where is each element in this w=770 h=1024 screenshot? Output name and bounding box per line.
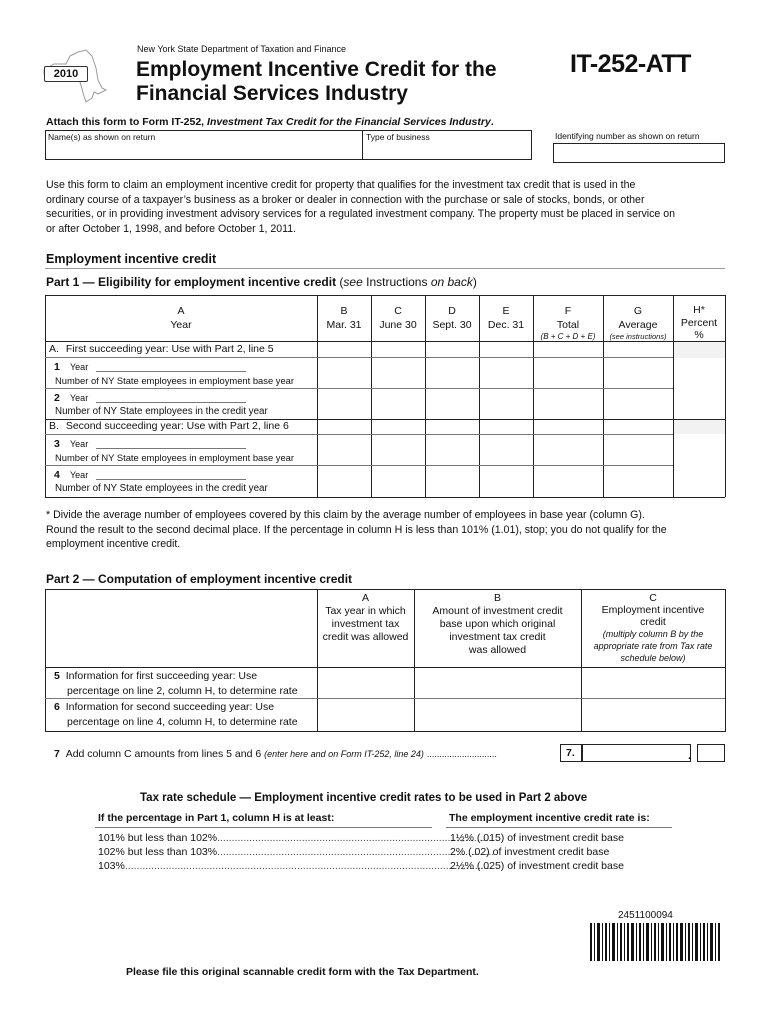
- tax-year: 2010: [53, 68, 79, 80]
- footer-note: Please file this original scannable credit form with the Tax Department.: [126, 966, 479, 978]
- p2-line7: [54, 748, 497, 760]
- part1-note-close: ): [472, 275, 477, 289]
- p1-row2-num: 2: [54, 392, 60, 404]
- p2-col-c-l3: (multiply column B by the: [602, 629, 704, 639]
- p2-line7-note: (enter here and on Form IT-252, line 24): [264, 749, 424, 759]
- p2-col-b-l3: investment tax credit: [449, 631, 546, 643]
- p1-col-b-label: Mar. 31: [326, 319, 362, 331]
- p1-sectionB-shade: [674, 420, 725, 434]
- p1-col-d-header: [425, 304, 479, 332]
- p1-col-c-label: June 30: [379, 319, 417, 331]
- part1-note-mid: Instructions: [362, 275, 431, 289]
- p1-sectionA: [49, 343, 274, 355]
- schedule-row3-left: 103%..............................................................................................................................: [98, 860, 493, 872]
- p2-col-c-l5: schedule below): [620, 653, 686, 663]
- id-number-field[interactable]: [553, 143, 725, 163]
- form-id: IT-252-ATT: [570, 50, 691, 78]
- p1-row3-desc: Number of NY State employees in employment base year: [55, 452, 295, 463]
- p2-line7-label-box: [560, 744, 582, 762]
- p1-col-e-header: [479, 304, 533, 332]
- schedule-rule-left: [95, 827, 432, 828]
- p2-line7-cents[interactable]: [697, 744, 725, 762]
- p1-col-f-letter: F: [564, 305, 572, 317]
- p1-footnote-line2: Round the result to the second decimal place. If the percentage in column H is less than 101% (1.01), stop; you do not qualify for the: [46, 523, 667, 536]
- schedule-row2-left: 102% but less than 103%...............................................................................................: [98, 846, 495, 858]
- p1-col-g-label: Average: [618, 319, 658, 331]
- p2-header-bottom: [45, 667, 725, 668]
- p1-row4-num: 4: [54, 469, 60, 481]
- p1-col-a-letter: A: [177, 305, 185, 317]
- p1-row4-year-input[interactable]: [96, 479, 246, 480]
- p2-line5-b: percentage on line 2, column H, to determine rate: [67, 684, 298, 697]
- p2-line5: [54, 669, 298, 698]
- p1-row2-year-input[interactable]: [96, 402, 246, 403]
- names-label: Name(s) as shown on return: [48, 132, 156, 142]
- p2-col-b-letter: B: [493, 592, 501, 604]
- p1-col-h-shade: [674, 342, 725, 358]
- p1-sectionA-bottom: [45, 357, 673, 358]
- p2-line6-b: percentage on line 4, column H, to determine rate: [67, 715, 298, 728]
- p2-right-border: [725, 589, 726, 732]
- part1-note-see: see: [343, 275, 363, 289]
- p1-top-rule: [45, 295, 725, 296]
- intro-paragraph: [46, 178, 736, 236]
- p1-row1-bottom: [45, 388, 673, 389]
- attach-prefix: Attach this form to Form IT-252,: [46, 116, 208, 128]
- part1-title: Part 1 — Eligibility for employment incentive credit: [46, 275, 337, 289]
- barcode-number: 2451100094: [618, 910, 673, 921]
- p1-col-e-letter: E: [502, 305, 510, 317]
- p2-line5-bottom: [45, 698, 725, 699]
- p2-line7-label: 7.: [566, 747, 575, 759]
- schedule-row3-right: 2½% (.025) of investment credit base: [450, 860, 624, 872]
- p1-col-h-label: Percent: [680, 316, 718, 329]
- p2-col-a-l2: investment tax: [331, 618, 400, 630]
- intro-line-2: ordinary course of a taxpayer’s business as a broker or dealer in connection with the purchase or sale of stocks, bonds, or other: [46, 193, 645, 206]
- p1-bottom-rule: [45, 497, 725, 498]
- p2-top-rule: [45, 589, 725, 590]
- p1-col-f-label: Total: [556, 319, 580, 331]
- p1-row1-desc: Number of NY State employees in employment base year: [55, 375, 295, 386]
- p1-col-g-sub: (see instructions): [609, 332, 667, 341]
- schedule-left-head: If the percentage in Part 1, column H is at least:: [98, 812, 335, 824]
- p2-col-b-header: [414, 592, 581, 657]
- p1-col-d-letter: D: [448, 305, 456, 317]
- p2-line6-num: 6: [54, 701, 60, 713]
- attach-suffix: .: [490, 116, 494, 128]
- p1-col-a-header: [45, 304, 317, 332]
- p1-col-e-label: Dec. 31: [487, 319, 525, 331]
- p2-col-a-header: [317, 592, 414, 644]
- schedule-row2-right: 2% (.02) of investment credit base: [450, 846, 610, 858]
- p2-col-c-l2: credit: [640, 616, 666, 628]
- schedule-row1-right: 1½% (.015) of investment credit base: [450, 832, 624, 844]
- p2-col-a-l1: Tax year in which: [325, 605, 406, 617]
- p2-col-c-l4: appropriate rate from Tax rate: [593, 641, 713, 651]
- schedule-rule-right: [446, 827, 672, 828]
- p1-col-h-header: [673, 304, 725, 342]
- p1-row3-year-input[interactable]: [96, 448, 246, 449]
- p1-footnote-line1: * Divide the average number of employees covered by this claim by the average number of employees in base year (column G).: [46, 509, 645, 521]
- schedule-row2-left-text: 102% but less than 103%: [98, 846, 218, 858]
- p1-footnote: [46, 508, 736, 552]
- p1-row3-year-label: Year: [70, 439, 89, 449]
- p2-col-c-l1: Employment incentive: [601, 604, 705, 616]
- p1-col-g-header: [603, 304, 673, 342]
- p2-col-b-l2: base upon which original: [439, 618, 556, 630]
- schedule-title: Tax rate schedule — Employment incentive credit rates to be used in Part 2 above: [140, 792, 588, 804]
- p2-col-c-header: [581, 592, 725, 664]
- p1-sectionA-letter: A.: [49, 343, 59, 355]
- p2-line6-a: Information for second succeeding year: Use: [65, 701, 275, 713]
- section-title: Employment incentive credit: [46, 252, 217, 266]
- p1-col-g-letter: G: [633, 305, 643, 317]
- p1-sectionB-text: Second succeeding year: Use with Part 2, line 6: [65, 420, 289, 432]
- id-number-label: Identifying number as shown on return: [555, 131, 700, 141]
- barcode-icon: [590, 923, 722, 961]
- p1-col-c-letter: C: [394, 305, 402, 317]
- agency-name: New York State Department of Taxation and Finance: [137, 44, 346, 54]
- p1-col-b-letter: B: [340, 305, 348, 317]
- p1-footnote-line3: employment incentive credit.: [46, 538, 181, 551]
- p2-line7-num: 7: [54, 748, 60, 760]
- part1-note-on-back: on back: [430, 275, 473, 289]
- p1-col-d-label: Sept. 30: [432, 319, 472, 331]
- intro-line-3: securities, or in providing investment advisory services for a regulated investment company. The property must be placed in service on: [46, 208, 676, 221]
- p1-sectionA-text: First succeeding year: Use with Part 2, line 5: [65, 343, 274, 355]
- p2-line5-a: Information for first succeeding year: Use: [65, 670, 258, 682]
- p2-line7-text: Add column C amounts from lines 5 and 6: [65, 748, 262, 760]
- p1-col-c-header: [371, 304, 425, 332]
- p1-col-f-sub: (B + C + D + E): [540, 332, 596, 341]
- p2-col-a-l3: credit was allowed: [322, 631, 409, 643]
- form-title-line1: Employment Incentive Credit for the: [136, 58, 497, 81]
- p1-sectionB-bottom: [45, 434, 673, 435]
- p1-col-h-sub: %: [694, 329, 704, 341]
- p1-col-f-header: [533, 304, 603, 342]
- p1-col-b-header: [317, 304, 371, 332]
- year-badge: [44, 66, 88, 82]
- p1-col-h-letter: H*: [693, 304, 705, 316]
- intro-line-4: or after October 1, 1998, and before October 1, 2011.: [46, 222, 297, 235]
- p1-row1-year-input[interactable]: [96, 371, 246, 372]
- part1-title-row: [46, 275, 477, 289]
- schedule-right-head: The employment incentive credit rate is:: [449, 812, 650, 824]
- attach-form-title: Investment Tax Credit for the Financial Services Industry: [207, 116, 491, 128]
- p1-sectionB: [49, 420, 289, 432]
- p2-line6: [54, 700, 298, 729]
- attach-instruction: [46, 116, 494, 128]
- p2-col-b-l4: was allowed: [468, 644, 527, 656]
- section-rule: [45, 268, 725, 269]
- p1-row2-year-label: Year: [70, 393, 89, 403]
- p1-right-border: [725, 295, 726, 497]
- p1-row4-desc: Number of NY State employees in the credit year: [55, 483, 268, 494]
- p2-line5-num: 5: [54, 670, 60, 682]
- schedule-row1-left-text: 101% but less than 102%: [98, 832, 218, 844]
- p1-row1-num: 1: [54, 361, 60, 373]
- part1-note-open: (: [336, 275, 344, 289]
- schedule-row1-left: 101% but less than 102%...............................................................................................: [98, 832, 495, 844]
- p2-bottom-rule: [45, 731, 725, 732]
- p1-row3-bottom: [45, 465, 673, 466]
- p2-col-a-letter: A: [361, 592, 369, 604]
- intro-line-1: Use this form to claim an employment incentive credit for property that qualifies for the investment tax credit that is used in the: [46, 179, 636, 191]
- p2-line7-leader: ............................: [426, 749, 497, 759]
- p2-col-b-l1: Amount of investment credit: [432, 605, 563, 617]
- p1-row4-year-label: Year: [70, 470, 89, 480]
- form-title-line2: Financial Services Industry: [136, 82, 408, 105]
- p1-row3-num: 3: [54, 438, 60, 450]
- part2-title: Part 2 — Computation of employment incentive credit: [46, 572, 353, 586]
- schedule-row3-left-text: 103%: [98, 860, 125, 872]
- p1-sectionB-letter: B.: [49, 420, 59, 432]
- business-type-label: Type of business: [366, 132, 430, 142]
- p2-left-border: [45, 589, 46, 732]
- p2-col-c-letter: C: [649, 592, 657, 604]
- p1-col-a-label: Year: [170, 319, 192, 331]
- p1-row2-desc: Number of NY State employees in the credit year: [55, 406, 268, 417]
- p1-row1-year-label: Year: [70, 362, 89, 372]
- p2-line7-amount[interactable]: [582, 744, 691, 762]
- p2-line7-decimal: .: [688, 748, 692, 762]
